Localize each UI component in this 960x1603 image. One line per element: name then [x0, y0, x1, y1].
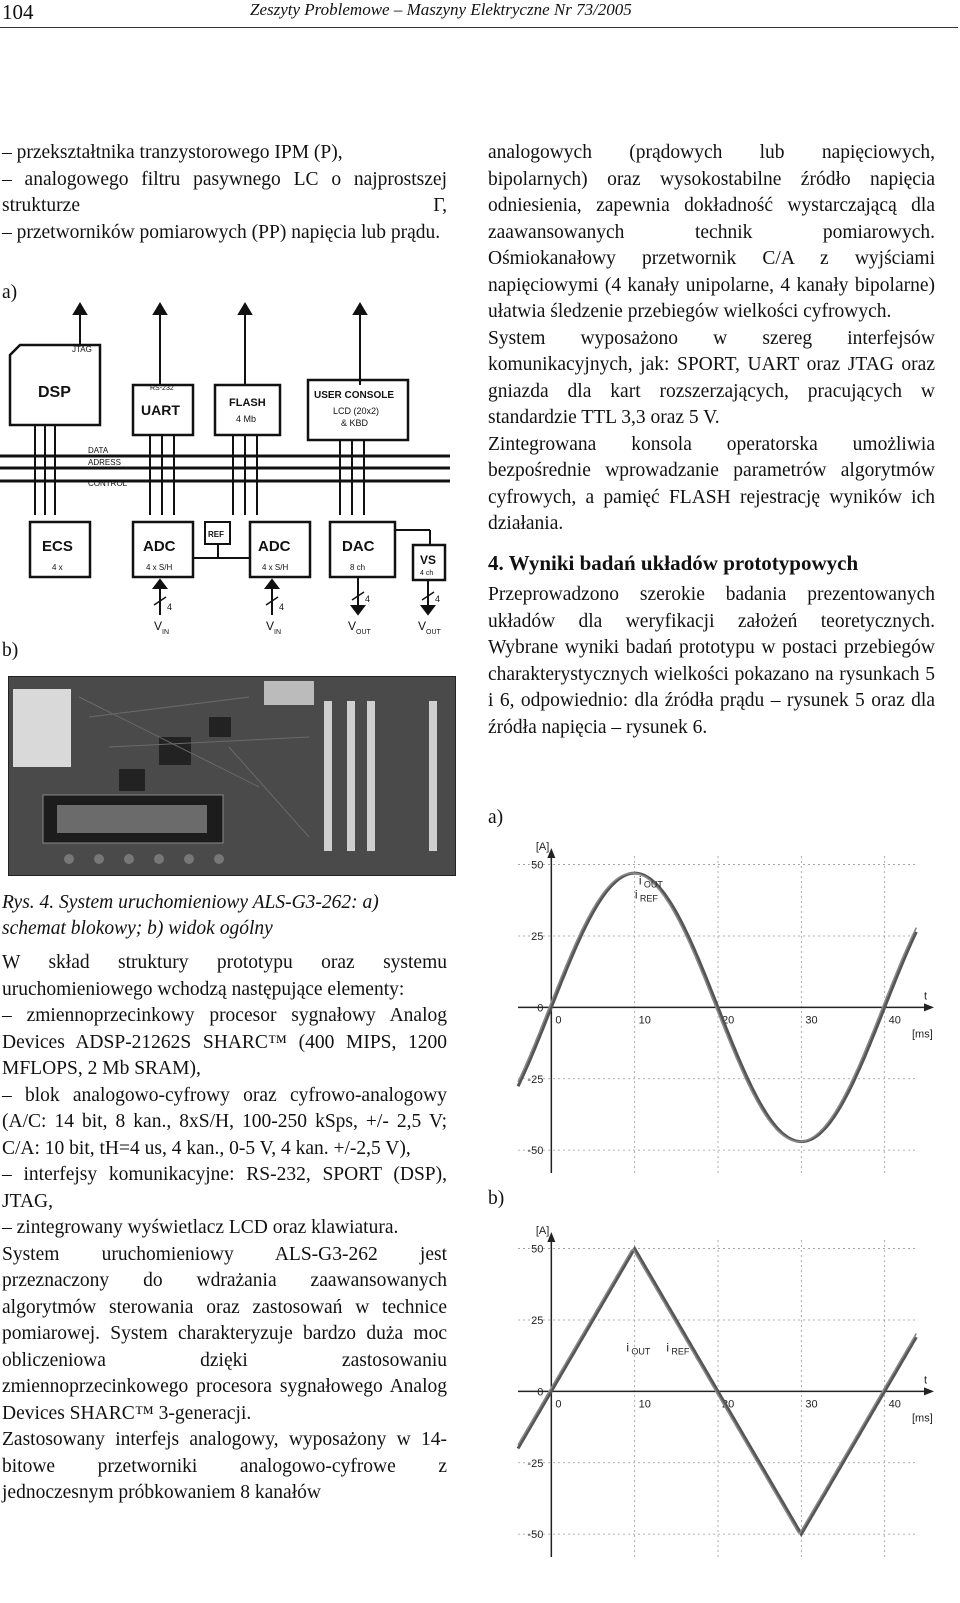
page-number: 104 — [2, 0, 34, 24]
x-axis-arrow — [924, 1003, 934, 1011]
dsp-label: DSP — [38, 384, 71, 401]
chart-label-a: a) — [488, 807, 504, 828]
annotation-i: i — [626, 1340, 630, 1355]
vin-sub: IN — [162, 629, 169, 636]
adc1-sub: 4 x S/H — [146, 563, 173, 572]
dac-sub: 8 ch — [350, 563, 366, 572]
intro-item: – analogowego filtru pasywnego LC o najprostszej strukturze Γ, — [2, 168, 447, 216]
dac-label: DAC — [342, 538, 375, 555]
x-tick-label: 20 — [722, 1398, 735, 1411]
intro-item: – przetworników pomiarowych (PP) napięcia lub prądu. — [2, 221, 441, 243]
adc2-sub: 4 x S/H — [262, 563, 289, 572]
annotation-ref: REF — [671, 1346, 690, 1357]
figure-caption: Rys. 4. System uruchomieniowy ALS-G3-262: a) schemat blokowy; b) widok ogólny — [2, 892, 379, 939]
x-tick-label: 30 — [805, 1014, 818, 1027]
y-tick-label: -50 — [527, 1529, 544, 1542]
ecs-sub: 4 x — [52, 563, 63, 572]
bus-data-label: DATA — [88, 446, 109, 455]
board-photo — [8, 676, 456, 876]
vout-label: V — [348, 619, 357, 633]
vin-sub: IN — [274, 629, 281, 636]
figure-label-a: a) — [2, 282, 18, 303]
block-diagram — [0, 300, 450, 640]
x-tick-label: 40 — [888, 1398, 901, 1411]
x-tick-label: 10 — [638, 1398, 651, 1411]
y-tick-label: 50 — [531, 859, 544, 872]
paragraph: Zintegrowana konsola operatorska umożliwia bezpośrednie wprowadzanie parametrów algorytmów cyfrowych, a pamięć FLASH rejestrację wyników ich działania. — [488, 433, 935, 534]
paragraph: System wyposażono w szereg interfejsów komunikacyjnych, jak: SPORT, UART oraz JTAG oraz gniazda dla kart rozszerzających, pracujących w standardzie TTL 3,3 oraz 5 V. — [488, 327, 935, 428]
y-tick-label: 50 — [531, 1243, 544, 1256]
paragraph: Przeprowadzono szerokie badania prezentowanych układów dla weryfikacji założeń teoretycznych. Wybrane wyniki badań prototypu w postaci przebiegów charakterystycznych wielkości pokazano na rysunkach 5 i 6, odpowiednio: dla źródła prądu – rysunek 5 oraz dla źródła napięcia – rysunek 6. — [488, 584, 935, 738]
left-body — [2, 950, 447, 1507]
console-lcd: LCD (20x2) — [333, 406, 380, 416]
channel-count: 4 — [435, 594, 441, 604]
header-rule — [0, 27, 958, 28]
annotation-i: i — [638, 873, 642, 888]
y-tick-label: -50 — [527, 1145, 544, 1158]
bus-control-label: CONTROL — [88, 479, 128, 488]
intro-list — [2, 140, 447, 246]
console-kbd: & KBD — [341, 418, 369, 428]
list-item: – interfejsy komunikacyjne: RS-232, SPORT (DSP), JTAG, — [2, 1164, 447, 1212]
vout-label: V — [418, 619, 427, 633]
adc1-label: ADC — [143, 538, 176, 555]
series-annotations — [626, 1340, 690, 1356]
board-photo-drawing — [9, 677, 455, 875]
paragraph: Zastosowany interfejs analogowy, wyposażony w 14-bitowe przetworniki analogowo-cyfrowe z jednoczesnym próbkowaniem 8 kanałów — [2, 1429, 447, 1503]
x-axis-arrow — [924, 1387, 934, 1395]
y-tick-label: 0 — [537, 1386, 544, 1399]
x-tick-label: 40 — [888, 1014, 901, 1027]
flash-size: 4 Mb — [236, 414, 257, 424]
annotation-out: OUT — [631, 1346, 651, 1357]
y-axis-label: [A] — [535, 1225, 550, 1237]
flash-label: FLASH — [229, 397, 266, 409]
annotation-i: i — [634, 887, 638, 902]
channel-count: 4 — [279, 602, 285, 612]
vs-sub: 4 ch — [420, 570, 434, 577]
journal-title: Zeszyty Problemowe – Maszyny Elektryczne Nr 73/2005 — [250, 0, 632, 19]
section-heading: 4. Wyniki badań układów prototypowych — [488, 550, 859, 575]
y-axis-label: [A] — [535, 841, 550, 853]
chart-current-sine — [478, 838, 948, 1183]
adc2-label: ADC — [258, 538, 291, 555]
chart-label-b: b) — [488, 1188, 505, 1209]
jtag-label: JTAG — [72, 345, 92, 354]
x-axis-unit: [ms] — [912, 1028, 933, 1041]
x-tick-label: 10 — [638, 1014, 651, 1027]
x-tick-label: 20 — [722, 1014, 735, 1027]
figure-label-b: b) — [2, 640, 19, 661]
ecs-label: ECS — [42, 538, 73, 555]
right-body — [488, 140, 935, 741]
list-item: – zintegrowany wyświetlacz LCD oraz klawiatura. — [2, 1217, 399, 1238]
vs-label: VS — [420, 553, 437, 567]
annotation-out: OUT — [643, 879, 663, 890]
annotation-ref: REF — [639, 893, 658, 904]
list-item: – blok analogowo-cyfrowy oraz cyfrowo-analogowy (A/C: 14 bit, 8 kan., 8xS/H, 100-250 kSps, +/- 2,5 V; C/A: 10 bit, tH=4 us, 4 kan., 0-5 V, 4 kan. +/-2,5 V), — [2, 1084, 447, 1159]
paragraph: System uruchomieniowy ALS-G3-262 jest przeznaczony do wdrażania zaawansowanych algorytmów sterowania oraz zastosowań w technice pomiarowej. System charakteryzuje bardzo duża moc obliczeniowa dzięki zastosowaniu zmiennoprzecinkowego procesora sygnałowego Analog Devices SHARC™ 3-generacji. — [2, 1243, 447, 1424]
channel-count: 4 — [167, 602, 173, 612]
paragraph: analogowych (prądowych lub napięciowych, bipolarnych) oraz wysokostabilne źródło napięcia odniesienia, zapewnia dokładność wystarczającą dla zaawansowanych technik pomiarowych. Ośmiokanałowy przetwornik C/A z wyjściami napięciowymi (4 kanały unipolarne, 4 kanały bipolarne) ułatwia śledzenie przebiegów wielkości cyfrowych. — [488, 142, 935, 322]
uart-label: UART — [141, 402, 180, 418]
y-tick-label: -25 — [527, 1457, 544, 1470]
ref-label: REF — [208, 530, 224, 539]
annotation-i: i — [666, 1340, 670, 1355]
vout-sub: OUT — [356, 629, 371, 636]
y-tick-label: 25 — [531, 1314, 544, 1327]
list-item: – zmiennoprzecinkowy procesor sygnałowy Analog Devices ADSP-21262S SHARC™ (400 MIPS, 1200 MFLOPS, 2 Mb SRAM), — [2, 1005, 447, 1079]
x-tick-label: 30 — [805, 1398, 818, 1411]
x-tick-label: 0 — [555, 1398, 562, 1411]
x-axis-label: t — [924, 990, 928, 1003]
x-axis-unit: [ms] — [912, 1412, 933, 1425]
rs232-label: RS-232 — [150, 385, 174, 392]
vin-label: V — [154, 619, 163, 633]
console-label: USER CONSOLE — [314, 390, 395, 401]
vout-sub: OUT — [426, 629, 441, 636]
y-tick-label: -25 — [527, 1073, 544, 1086]
x-tick-label: 0 — [555, 1014, 562, 1027]
x-axis-label: t — [924, 1374, 928, 1387]
vin-label: V — [266, 619, 275, 633]
chart-current-triangle — [478, 1222, 948, 1567]
channel-count: 4 — [365, 594, 371, 604]
bus-address-label: ADRESS — [88, 458, 121, 467]
paragraph: W skład struktury prototypu oraz systemu uruchomieniowego wchodzą następujące elementy: — [2, 952, 447, 1000]
y-tick-label: 0 — [537, 1002, 544, 1015]
y-tick-label: 25 — [531, 930, 544, 943]
intro-item: – przekształtnika tranzystorowego IPM (P), — [2, 142, 343, 163]
